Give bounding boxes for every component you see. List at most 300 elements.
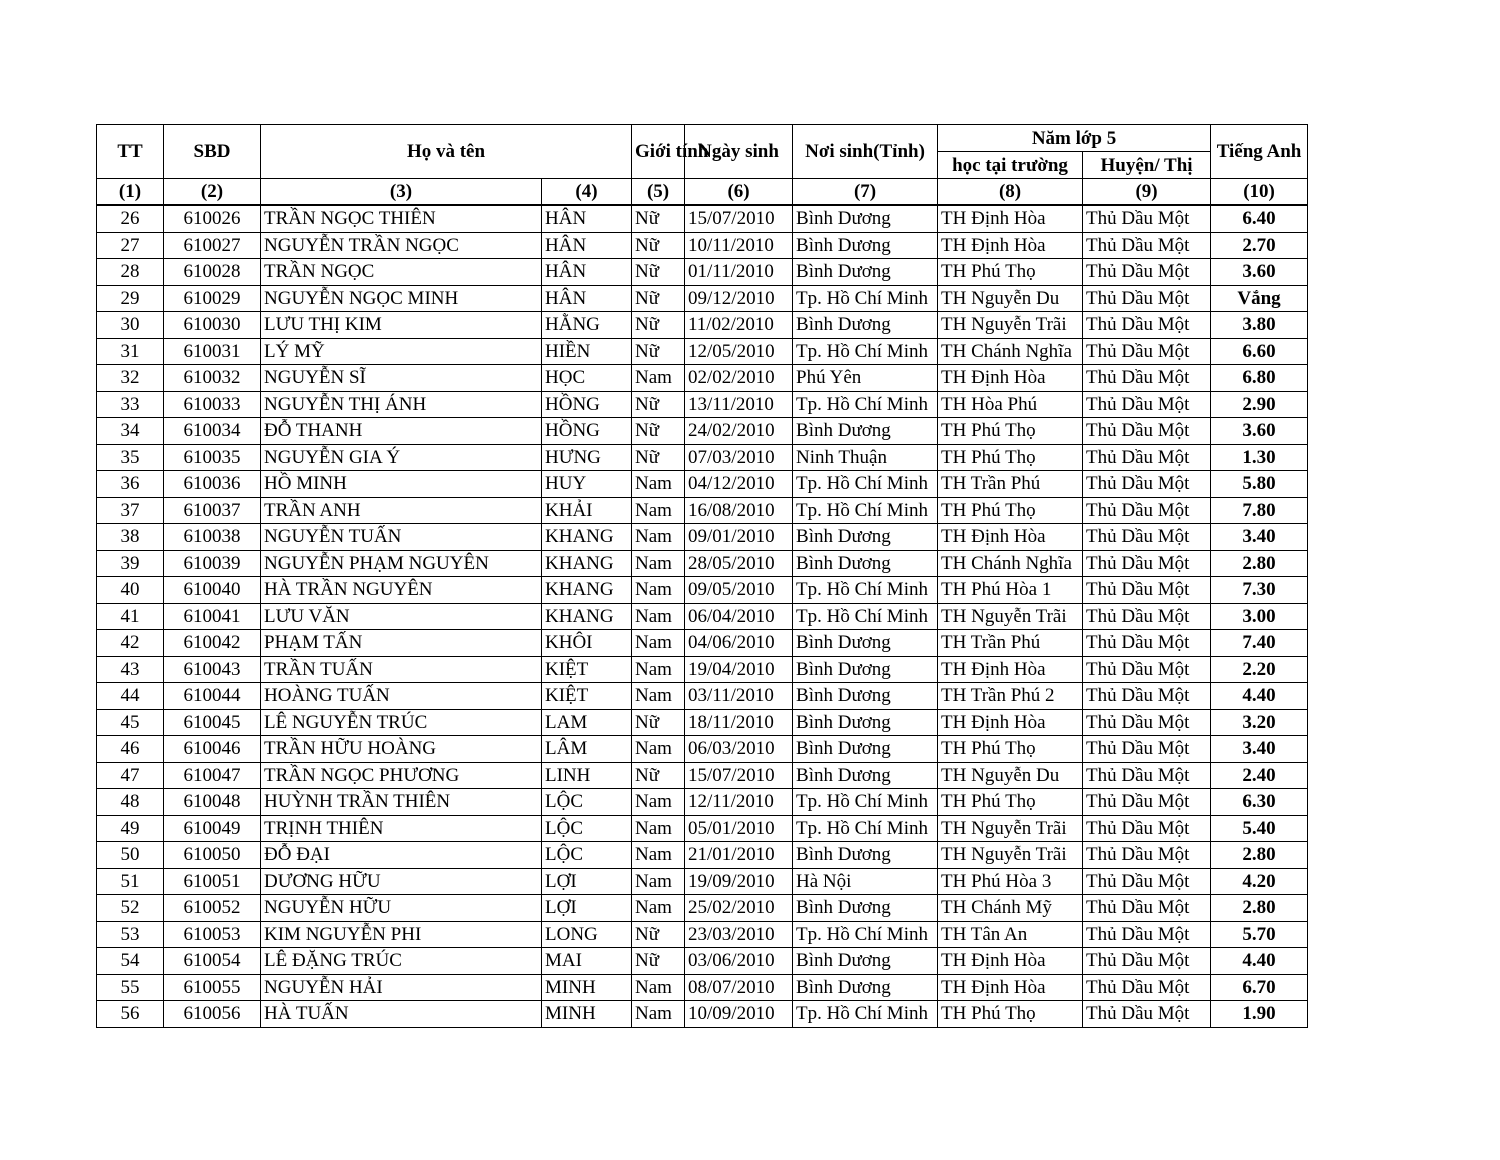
table-row — [97, 868, 1308, 895]
cell-school: TH Định Hòa — [938, 656, 1083, 683]
cell-birth-date: 10/11/2010 — [685, 232, 793, 259]
table-row — [97, 895, 1308, 922]
cell-tt: 48 — [97, 789, 164, 816]
cell-english-score: 3.40 — [1211, 736, 1308, 763]
cell-birth-date: 09/01/2010 — [685, 524, 793, 551]
cell-school: TH Phú Thọ — [938, 789, 1083, 816]
cell-birth-date: 19/04/2010 — [685, 656, 793, 683]
cell-district: Thủ Dầu Một — [1083, 205, 1211, 232]
cell-sbd: 610053 — [164, 921, 261, 948]
cell-family-name: ĐỖ THANH — [261, 418, 542, 445]
col-number: (5) — [632, 179, 685, 206]
cell-birth-date: 13/11/2010 — [685, 391, 793, 418]
cell-tt: 44 — [97, 683, 164, 710]
cell-district: Thủ Dầu Một — [1083, 338, 1211, 365]
cell-birth-place: Hà Nội — [793, 868, 938, 895]
cell-english-score: 2.20 — [1211, 656, 1308, 683]
col-number: (6) — [685, 179, 793, 206]
cell-tt: 30 — [97, 312, 164, 339]
cell-school: TH Định Hòa — [938, 524, 1083, 551]
cell-gender: Nữ — [632, 312, 685, 339]
cell-tt: 41 — [97, 603, 164, 630]
header-tt: TT — [97, 125, 164, 179]
cell-school: TH Phú Hòa 3 — [938, 868, 1083, 895]
cell-given-name: HƯNG — [542, 444, 632, 471]
cell-given-name: HUY — [542, 471, 632, 498]
cell-birth-place: Bình Dương — [793, 312, 938, 339]
cell-school: TH Nguyễn Trãi — [938, 815, 1083, 842]
cell-family-name: LÊ ĐẶNG TRÚC — [261, 948, 542, 975]
cell-given-name: LÂM — [542, 736, 632, 763]
cell-gender: Nam — [632, 789, 685, 816]
cell-sbd: 610035 — [164, 444, 261, 471]
col-number: (3) — [261, 179, 542, 206]
header-gender: Giới tính — [632, 125, 685, 179]
cell-birth-date: 06/04/2010 — [685, 603, 793, 630]
cell-gender: Nữ — [632, 418, 685, 445]
cell-birth-date: 03/06/2010 — [685, 948, 793, 975]
cell-family-name: HỒ MINH — [261, 471, 542, 498]
cell-given-name: HÂN — [542, 259, 632, 286]
cell-district: Thủ Dầu Một — [1083, 762, 1211, 789]
cell-english-score: 6.30 — [1211, 789, 1308, 816]
table-row — [97, 789, 1308, 816]
table-row — [97, 577, 1308, 604]
cell-family-name: NGUYỄN THỊ ÁNH — [261, 391, 542, 418]
table-row — [97, 205, 1308, 232]
cell-district: Thủ Dầu Một — [1083, 895, 1211, 922]
cell-birth-place: Bình Dương — [793, 683, 938, 710]
cell-sbd: 610037 — [164, 497, 261, 524]
cell-birth-date: 19/09/2010 — [685, 868, 793, 895]
cell-school: TH Nguyễn Du — [938, 762, 1083, 789]
cell-english-score: 5.40 — [1211, 815, 1308, 842]
cell-birth-date: 21/01/2010 — [685, 842, 793, 869]
cell-gender: Nam — [632, 577, 685, 604]
cell-birth-date: 18/11/2010 — [685, 709, 793, 736]
table-row — [97, 762, 1308, 789]
cell-sbd: 610046 — [164, 736, 261, 763]
cell-district: Thủ Dầu Một — [1083, 603, 1211, 630]
cell-english-score: 4.20 — [1211, 868, 1308, 895]
cell-birth-date: 28/05/2010 — [685, 550, 793, 577]
cell-english-score: 2.80 — [1211, 842, 1308, 869]
cell-english-score: 2.70 — [1211, 232, 1308, 259]
table-row — [97, 338, 1308, 365]
cell-sbd: 610048 — [164, 789, 261, 816]
cell-gender: Nữ — [632, 232, 685, 259]
cell-given-name: MINH — [542, 974, 632, 1001]
cell-sbd: 610031 — [164, 338, 261, 365]
cell-given-name: HỌC — [542, 365, 632, 392]
cell-family-name: HÀ TUẤN — [261, 1001, 542, 1028]
cell-district: Thủ Dầu Một — [1083, 232, 1211, 259]
cell-birth-date: 05/01/2010 — [685, 815, 793, 842]
cell-gender: Nữ — [632, 259, 685, 286]
cell-birth-place: Tp. Hồ Chí Minh — [793, 1001, 938, 1028]
cell-school: TH Chánh Mỹ — [938, 895, 1083, 922]
cell-given-name: HIỀN — [542, 338, 632, 365]
cell-district: Thủ Dầu Một — [1083, 1001, 1211, 1028]
cell-gender: Nam — [632, 815, 685, 842]
cell-birth-place: Tp. Hồ Chí Minh — [793, 285, 938, 312]
cell-tt: 27 — [97, 232, 164, 259]
cell-family-name: TRẦN NGỌC THIÊN — [261, 205, 542, 232]
cell-district: Thủ Dầu Một — [1083, 285, 1211, 312]
cell-birth-place: Tp. Hồ Chí Minh — [793, 603, 938, 630]
table-row — [97, 815, 1308, 842]
cell-english-score: 1.90 — [1211, 1001, 1308, 1028]
cell-birth-date: 15/07/2010 — [685, 205, 793, 232]
cell-given-name: MAI — [542, 948, 632, 975]
cell-district: Thủ Dầu Một — [1083, 974, 1211, 1001]
cell-tt: 56 — [97, 1001, 164, 1028]
cell-birth-date: 24/02/2010 — [685, 418, 793, 445]
cell-tt: 51 — [97, 868, 164, 895]
cell-family-name: HOÀNG TUẤN — [261, 683, 542, 710]
cell-gender: Nữ — [632, 444, 685, 471]
cell-sbd: 610033 — [164, 391, 261, 418]
cell-sbd: 610054 — [164, 948, 261, 975]
cell-birth-place: Bình Dương — [793, 550, 938, 577]
table-row — [97, 550, 1308, 577]
cell-district: Thủ Dầu Một — [1083, 683, 1211, 710]
cell-school: TH Phú Thọ — [938, 259, 1083, 286]
cell-district: Thủ Dầu Một — [1083, 868, 1211, 895]
cell-birth-place: Bình Dương — [793, 259, 938, 286]
cell-school: TH Phú Thọ — [938, 1001, 1083, 1028]
cell-given-name: HÂN — [542, 205, 632, 232]
table-row — [97, 948, 1308, 975]
cell-birth-place: Ninh Thuận — [793, 444, 938, 471]
cell-gender: Nam — [632, 630, 685, 657]
table-row — [97, 1001, 1308, 1028]
cell-district: Thủ Dầu Một — [1083, 259, 1211, 286]
cell-family-name: LƯU THỊ KIM — [261, 312, 542, 339]
cell-english-score: 2.80 — [1211, 895, 1308, 922]
cell-birth-date: 09/05/2010 — [685, 577, 793, 604]
cell-given-name: LỘC — [542, 815, 632, 842]
cell-tt: 39 — [97, 550, 164, 577]
cell-sbd: 610030 — [164, 312, 261, 339]
cell-family-name: TRỊNH THIÊN — [261, 815, 542, 842]
cell-given-name: KIỆT — [542, 656, 632, 683]
cell-english-score: 7.40 — [1211, 630, 1308, 657]
cell-school: TH Nguyễn Trãi — [938, 842, 1083, 869]
cell-sbd: 610056 — [164, 1001, 261, 1028]
cell-given-name: LỘC — [542, 789, 632, 816]
cell-district: Thủ Dầu Một — [1083, 842, 1211, 869]
cell-school: TH Nguyễn Trãi — [938, 312, 1083, 339]
cell-gender: Nam — [632, 736, 685, 763]
cell-sbd: 610034 — [164, 418, 261, 445]
col-number: (7) — [793, 179, 938, 206]
cell-school: TH Phú Thọ — [938, 497, 1083, 524]
cell-given-name: KHÔI — [542, 630, 632, 657]
cell-given-name: KHANG — [542, 550, 632, 577]
col-number: (8) — [938, 179, 1083, 206]
col-number: (9) — [1083, 179, 1211, 206]
table-row — [97, 497, 1308, 524]
cell-birth-date: 01/11/2010 — [685, 259, 793, 286]
cell-tt: 34 — [97, 418, 164, 445]
cell-sbd: 610045 — [164, 709, 261, 736]
cell-given-name: LINH — [542, 762, 632, 789]
cell-birth-place: Bình Dương — [793, 630, 938, 657]
cell-english-score: 3.40 — [1211, 524, 1308, 551]
cell-sbd: 610028 — [164, 259, 261, 286]
student-results-table — [96, 124, 1308, 1028]
cell-school: TH Phú Thọ — [938, 444, 1083, 471]
cell-given-name: KIỆT — [542, 683, 632, 710]
cell-gender: Nam — [632, 656, 685, 683]
cell-sbd: 610052 — [164, 895, 261, 922]
cell-birth-date: 09/12/2010 — [685, 285, 793, 312]
cell-family-name: TRẦN ANH — [261, 497, 542, 524]
cell-tt: 32 — [97, 365, 164, 392]
cell-gender: Nữ — [632, 709, 685, 736]
cell-gender: Nam — [632, 550, 685, 577]
cell-gender: Nữ — [632, 338, 685, 365]
cell-english-score: 2.90 — [1211, 391, 1308, 418]
cell-tt: 37 — [97, 497, 164, 524]
cell-birth-place: Bình Dương — [793, 232, 938, 259]
cell-gender: Nam — [632, 524, 685, 551]
cell-tt: 55 — [97, 974, 164, 1001]
cell-school: TH Trần Phú — [938, 630, 1083, 657]
cell-school: TH Phú Thọ — [938, 418, 1083, 445]
cell-family-name: NGUYỄN TUẤN — [261, 524, 542, 551]
cell-sbd: 610049 — [164, 815, 261, 842]
cell-english-score: 2.40 — [1211, 762, 1308, 789]
cell-birth-date: 10/09/2010 — [685, 1001, 793, 1028]
cell-district: Thủ Dầu Một — [1083, 736, 1211, 763]
cell-given-name: LONG — [542, 921, 632, 948]
cell-district: Thủ Dầu Một — [1083, 709, 1211, 736]
cell-tt: 50 — [97, 842, 164, 869]
cell-district: Thủ Dầu Một — [1083, 418, 1211, 445]
cell-english-score: 3.60 — [1211, 418, 1308, 445]
cell-family-name: NGUYỄN GIA Ý — [261, 444, 542, 471]
cell-given-name: HỒNG — [542, 418, 632, 445]
cell-given-name: LỢI — [542, 868, 632, 895]
cell-birth-date: 12/11/2010 — [685, 789, 793, 816]
cell-tt: 38 — [97, 524, 164, 551]
cell-school: TH Hòa Phú — [938, 391, 1083, 418]
cell-sbd: 610041 — [164, 603, 261, 630]
cell-district: Thủ Dầu Một — [1083, 444, 1211, 471]
cell-gender: Nữ — [632, 205, 685, 232]
cell-tt: 52 — [97, 895, 164, 922]
cell-birth-place: Bình Dương — [793, 418, 938, 445]
cell-gender: Nữ — [632, 921, 685, 948]
cell-english-score: 5.80 — [1211, 471, 1308, 498]
table-row — [97, 259, 1308, 286]
cell-family-name: LÊ NGUYỄN TRÚC — [261, 709, 542, 736]
cell-family-name: TRẦN NGỌC — [261, 259, 542, 286]
cell-school: TH Chánh Nghĩa — [938, 338, 1083, 365]
table-row — [97, 736, 1308, 763]
cell-birth-date: 11/02/2010 — [685, 312, 793, 339]
cell-birth-place: Bình Dương — [793, 948, 938, 975]
table-row — [97, 921, 1308, 948]
cell-given-name: HÂN — [542, 285, 632, 312]
cell-gender: Nam — [632, 471, 685, 498]
cell-sbd: 610038 — [164, 524, 261, 551]
cell-given-name: HẰNG — [542, 312, 632, 339]
cell-sbd: 610055 — [164, 974, 261, 1001]
cell-birth-place: Bình Dương — [793, 762, 938, 789]
cell-school: TH Định Hòa — [938, 232, 1083, 259]
header-grade5-year: Năm lớp 5 — [938, 125, 1211, 152]
cell-english-score: 1.30 — [1211, 444, 1308, 471]
header-birth-place: Nơi sinh(Tỉnh) — [793, 125, 938, 179]
cell-school: TH Tân An — [938, 921, 1083, 948]
cell-tt: 45 — [97, 709, 164, 736]
cell-school: TH Định Hòa — [938, 709, 1083, 736]
header-birth-date: Ngày sinh — [685, 125, 793, 179]
cell-english-score: 6.70 — [1211, 974, 1308, 1001]
cell-gender: Nam — [632, 1001, 685, 1028]
cell-school: TH Định Hòa — [938, 974, 1083, 1001]
cell-gender: Nam — [632, 365, 685, 392]
cell-family-name: KIM NGUYỄN PHI — [261, 921, 542, 948]
cell-birth-place: Tp. Hồ Chí Minh — [793, 789, 938, 816]
cell-sbd: 610051 — [164, 868, 261, 895]
cell-sbd: 610036 — [164, 471, 261, 498]
cell-family-name: HÀ TRẦN NGUYÊN — [261, 577, 542, 604]
cell-school: TH Phú Thọ — [938, 736, 1083, 763]
table-row — [97, 974, 1308, 1001]
cell-gender: Nữ — [632, 948, 685, 975]
cell-birth-place: Bình Dương — [793, 895, 938, 922]
cell-sbd: 610039 — [164, 550, 261, 577]
cell-family-name: NGUYỄN PHẠM NGUYÊN — [261, 550, 542, 577]
cell-family-name: TRẦN TUẤN — [261, 656, 542, 683]
cell-english-score: 6.80 — [1211, 365, 1308, 392]
cell-gender: Nam — [632, 497, 685, 524]
cell-family-name: NGUYỄN SĨ — [261, 365, 542, 392]
cell-tt: 26 — [97, 205, 164, 232]
cell-english-score: 3.20 — [1211, 709, 1308, 736]
cell-given-name: HỒNG — [542, 391, 632, 418]
cell-school: TH Định Hòa — [938, 948, 1083, 975]
cell-family-name: NGUYỄN NGỌC MINH — [261, 285, 542, 312]
cell-district: Thủ Dầu Một — [1083, 391, 1211, 418]
cell-tt: 53 — [97, 921, 164, 948]
cell-tt: 28 — [97, 259, 164, 286]
cell-gender: Nữ — [632, 762, 685, 789]
cell-english-score: 6.40 — [1211, 205, 1308, 232]
table-row — [97, 524, 1308, 551]
table-row — [97, 285, 1308, 312]
table-row — [97, 656, 1308, 683]
cell-birth-date: 07/03/2010 — [685, 444, 793, 471]
cell-tt: 36 — [97, 471, 164, 498]
cell-tt: 40 — [97, 577, 164, 604]
cell-english-score: 6.60 — [1211, 338, 1308, 365]
cell-given-name: KHANG — [542, 524, 632, 551]
cell-birth-place: Tp. Hồ Chí Minh — [793, 471, 938, 498]
cell-district: Thủ Dầu Một — [1083, 577, 1211, 604]
cell-english-score: Vắng — [1211, 285, 1308, 312]
cell-district: Thủ Dầu Một — [1083, 630, 1211, 657]
cell-family-name: NGUYỄN HẢI — [261, 974, 542, 1001]
header-full-name: Họ và tên — [261, 125, 632, 179]
cell-tt: 29 — [97, 285, 164, 312]
col-number: (4) — [542, 179, 632, 206]
cell-english-score: 7.30 — [1211, 577, 1308, 604]
cell-given-name: KHẢI — [542, 497, 632, 524]
cell-sbd: 610044 — [164, 683, 261, 710]
table-row — [97, 683, 1308, 710]
cell-birth-place: Bình Dương — [793, 524, 938, 551]
cell-sbd: 610043 — [164, 656, 261, 683]
cell-district: Thủ Dầu Một — [1083, 365, 1211, 392]
cell-family-name: PHẠM TẤN — [261, 630, 542, 657]
column-number-row — [97, 179, 1308, 206]
cell-tt: 46 — [97, 736, 164, 763]
cell-district: Thủ Dầu Một — [1083, 550, 1211, 577]
cell-school: TH Chánh Nghĩa — [938, 550, 1083, 577]
cell-english-score: 3.60 — [1211, 259, 1308, 286]
cell-district: Thủ Dầu Một — [1083, 312, 1211, 339]
cell-birth-date: 25/02/2010 — [685, 895, 793, 922]
cell-birth-place: Bình Dương — [793, 842, 938, 869]
col-number: (1) — [97, 179, 164, 206]
cell-tt: 42 — [97, 630, 164, 657]
cell-sbd: 610027 — [164, 232, 261, 259]
table-header — [97, 125, 1308, 206]
cell-english-score: 7.80 — [1211, 497, 1308, 524]
table-body — [97, 205, 1308, 1027]
cell-district: Thủ Dầu Một — [1083, 948, 1211, 975]
table-row — [97, 603, 1308, 630]
cell-birth-place: Tp. Hồ Chí Minh — [793, 921, 938, 948]
cell-family-name: NGUYỄN HỮU — [261, 895, 542, 922]
cell-birth-place: Bình Dương — [793, 736, 938, 763]
cell-given-name: LAM — [542, 709, 632, 736]
cell-birth-date: 06/03/2010 — [685, 736, 793, 763]
cell-english-score: 2.80 — [1211, 550, 1308, 577]
table-row — [97, 471, 1308, 498]
cell-birth-date: 04/12/2010 — [685, 471, 793, 498]
cell-birth-date: 12/05/2010 — [685, 338, 793, 365]
cell-district: Thủ Dầu Một — [1083, 656, 1211, 683]
cell-tt: 33 — [97, 391, 164, 418]
header-english: Tiếng Anh — [1211, 125, 1308, 179]
cell-sbd: 610040 — [164, 577, 261, 604]
table-row — [97, 842, 1308, 869]
cell-family-name: DƯƠNG HỮU — [261, 868, 542, 895]
cell-given-name: KHANG — [542, 603, 632, 630]
cell-school: TH Phú Hòa 1 — [938, 577, 1083, 604]
cell-birth-place: Bình Dương — [793, 974, 938, 1001]
cell-birth-place: Tp. Hồ Chí Minh — [793, 815, 938, 842]
cell-sbd: 610050 — [164, 842, 261, 869]
cell-english-score: 5.70 — [1211, 921, 1308, 948]
table-row — [97, 418, 1308, 445]
cell-school: TH Trần Phú 2 — [938, 683, 1083, 710]
cell-sbd: 610047 — [164, 762, 261, 789]
cell-given-name: LỘC — [542, 842, 632, 869]
cell-english-score: 3.00 — [1211, 603, 1308, 630]
cell-birth-date: 08/07/2010 — [685, 974, 793, 1001]
cell-school: TH Nguyễn Trãi — [938, 603, 1083, 630]
cell-birth-place: Tp. Hồ Chí Minh — [793, 391, 938, 418]
cell-birth-date: 23/03/2010 — [685, 921, 793, 948]
cell-birth-date: 03/11/2010 — [685, 683, 793, 710]
